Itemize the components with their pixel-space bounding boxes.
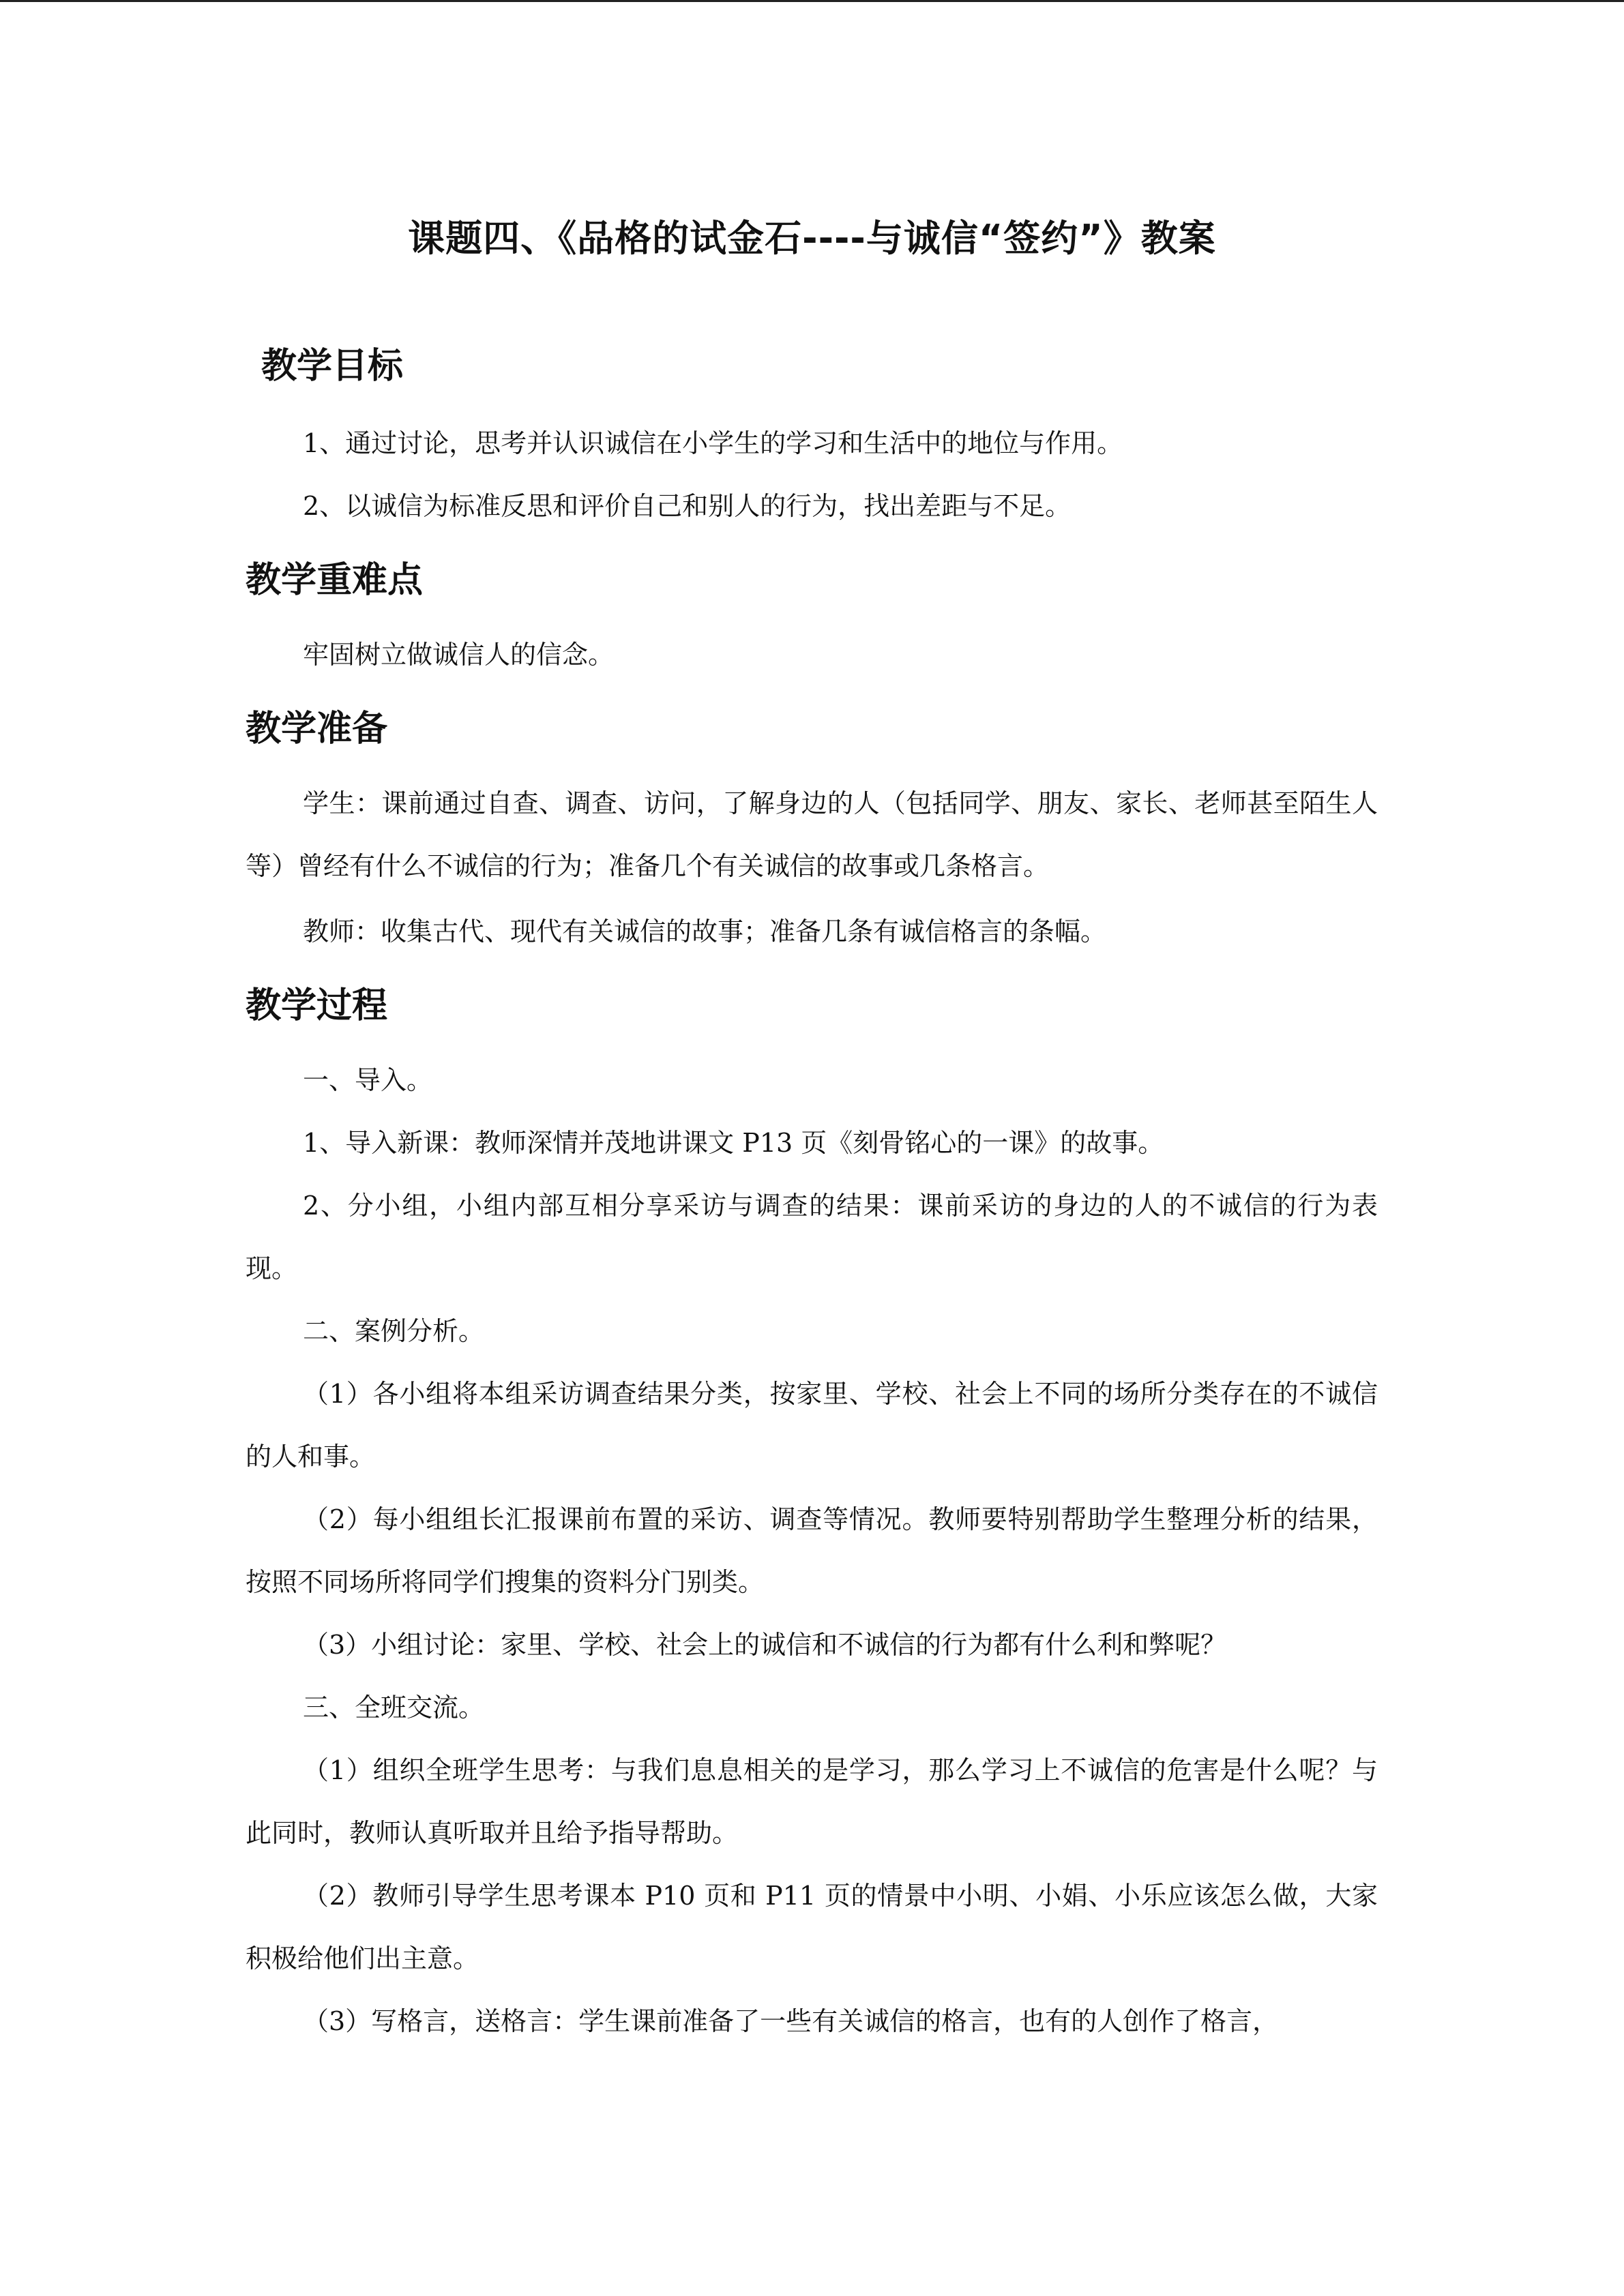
- process-paragraph-5: （1）各小组将本组采访调查结果分类，按家里、学校、社会上不同的场所分类存在的不诚信的人和事。: [246, 1379, 1378, 1472]
- process-paragraph-10: （2）教师引导学生思考课本 P10 页和 P11 页的情景中小明、小娟、小乐应该怎么做，大家积极给他们出主意。: [246, 1881, 1378, 1973]
- process-paragraph-4: 二、案例分析。: [303, 1316, 485, 1346]
- key-points-paragraph-1: 牢固树立做诚信人的信念。: [303, 640, 615, 670]
- section-heading-preparation: 教学准备: [246, 709, 388, 749]
- preparation-paragraph-teacher: 教师：收集古代、现代有关诚信的故事；准备几条有诚信格言的条幅。: [303, 916, 1107, 946]
- section-heading-process: 教学过程: [246, 985, 388, 1026]
- process-paragraph-9: （1）组织全班学生思考：与我们息息相关的是学习，那么学习上不诚信的危害是什么呢？与此同时，教师认真听取并且给予指导帮助。: [246, 1755, 1378, 1848]
- objectives-paragraph-2: 2、以诚信为标准反思和评价自己和别人的行为，找出差距与不足。: [303, 491, 1072, 521]
- document-title: 课题四、《品格的试金石----与诚信“签约”》教案: [408, 217, 1216, 260]
- process-paragraph-2: 1、导入新课：教师深情并茂地讲课文 P13 页《刻骨铭心的一课》的故事。: [303, 1128, 1164, 1158]
- process-paragraph-1: 一、导入。: [303, 1065, 433, 1095]
- objectives-paragraph-1: 1、通过讨论，思考并认识诚信在小学生的学习和生活中的地位与作用。: [303, 428, 1123, 458]
- process-paragraph-7: （3）小组讨论：家里、学校、社会上的诚信和不诚信的行为都有什么利和弊呢？: [303, 1630, 1227, 1660]
- process-paragraph-8: 三、全班交流。: [303, 1693, 485, 1723]
- preparation-paragraph-students: 学生：课前通过自查、调查、访问，了解身边的人（包括同学、朋友、家长、老师甚至陌生人等）曾经有什么不诚信的行为；准备几个有关诚信的故事或几条格言。: [246, 788, 1378, 881]
- process-paragraph-6: （2）每小组组长汇报课前布置的采访、调查等情况。教师要特别帮助学生整理分析的结果，按照不同场所将同学们搜集的资料分门别类。: [246, 1504, 1378, 1597]
- section-heading-key-points: 教学重难点: [246, 560, 424, 601]
- process-paragraph-11: （3）写格言，送格言：学生课前准备了一些有关诚信的格言，也有的人创作了格言，: [303, 2006, 1279, 2036]
- process-paragraph-3: 2、分小组，小组内部互相分享采访与调查的结果：课前采访的身边的人的不诚信的行为表现。: [246, 1191, 1378, 1283]
- section-heading-objectives: 教学目标: [261, 346, 404, 387]
